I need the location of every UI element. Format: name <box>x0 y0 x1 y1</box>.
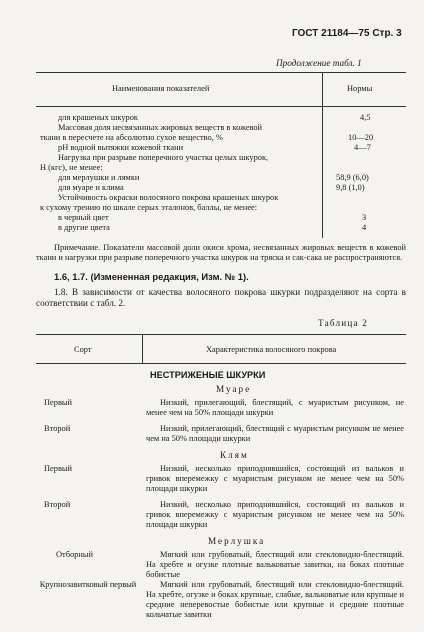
t1-row-7: в черный цвет <box>58 213 109 222</box>
t1-row-6a: Устойчивость окраски волосяного покрова крашеных шкурок <box>58 193 279 202</box>
t2-text-2-0: Мягкий или грубоватый, блестящий или стекловидно-блестящий. На хребте и огузке плотные вальковатые завитки, на боках плотные бобистые <box>146 550 404 579</box>
page-header: ГОСТ 21184—75 Стр. 3 <box>292 28 402 39</box>
t1-val-5: 9,8 (1,0) <box>336 183 365 192</box>
table1-col-norms: Нормы <box>347 84 373 93</box>
t1-row-2: pH водной вытяжки кожевой ткани <box>58 143 184 152</box>
t1-row-4: для мерлушки и лямки <box>58 173 140 182</box>
t2-sort-2-1: Крупнозавитковый первый <box>39 580 137 589</box>
table2-label: Таблица 2 <box>318 318 369 328</box>
t2-sort-0-0: Первый <box>44 398 73 407</box>
t1-val-1: 10—20 <box>348 133 374 142</box>
t2-text-0-0: Низкий, прилегающий, блестящий, с муаристым рисунком, не менее чем на 50% площади шкурки <box>146 398 404 417</box>
t2-text-1-1: Низкий, несколько приподнявшийся, состоящий из вальков и гривок вперемежку с муаристым рисунком не менее чем на 50% площади шкурки <box>146 500 404 529</box>
table1-note: Примечание. Показатели массовой доли окиси хрома, несвязанных жировых веществ в кожевой ткани и нагрузки при разрыве поперечного участка шкурок на тряска и сак-сака не распространяются. <box>36 243 406 262</box>
table2-col-sort: Сорт <box>74 345 92 354</box>
table2-col-char: Характеристика волосяного покрова <box>206 345 337 354</box>
t2-sort-2-0: Отборный <box>56 550 93 559</box>
table1-top-rule <box>36 72 406 73</box>
t1-val-0: 4,5 <box>360 113 371 122</box>
table1-header-rule <box>36 106 406 107</box>
t1-val-8: 4 <box>362 223 367 232</box>
t2-text-2-1: Мягкий или грубоватый, блестящий или стекловидно-блестящий. На хребте, огузке и боках крупные, слабые, вальковатые или крупные и средние неперевостые бобистые или крупные и средние плотные кольчатые завитки <box>146 580 404 619</box>
table1-col-names: Наименования показателей <box>112 84 210 93</box>
table2-header-rule <box>36 363 406 364</box>
t1-val-7: 3 <box>362 213 367 222</box>
t2-sort-1-0: Первый <box>44 464 73 473</box>
table1-col-divider <box>322 72 323 238</box>
table2-top-rule <box>36 334 406 335</box>
t2-text-0-1: Низкий, прилегающий, блестящий с муаристым рисунком не менее чем на 50% площади шкурки <box>146 424 404 443</box>
continuation-label: Продолжение табл. 1 <box>276 58 362 68</box>
table2-col-divider <box>142 334 143 363</box>
t1-val-2: 4—7 <box>354 143 371 152</box>
t1-row-5: для муаре и клима <box>58 183 124 192</box>
t1-row-1a: Массовая доля несвязанных жировых веществ в кожевой <box>58 123 263 132</box>
subgroup-moire: Муаре <box>216 384 252 394</box>
table2-group-title: НЕСТРИЖЕНЫЕ ШКУРКИ <box>150 370 266 380</box>
t1-row-8: в другие цвета <box>58 223 110 232</box>
subgroup-merlushka: Мерлушка <box>208 536 266 546</box>
t1-row-6b: к сухому трению по шкале серых эталонов, баллы, не менее: <box>40 203 258 212</box>
section-1-6: 1.6, 1.7. (Измененная редакция, Изм. № 1). <box>54 271 249 282</box>
t2-text-1-0: Низкий, несколько приподнявшийся, состоящий из вальков и гривок вперемежку с муаристым рисунком не менее чем на 50% площади шкурки <box>146 464 404 493</box>
t2-sort-0-1: Второй <box>44 424 71 433</box>
subgroup-klyam: Клям <box>220 450 249 460</box>
t1-row-0: для крашеных шкурок <box>58 113 138 122</box>
t1-row-1b: ткани в пересчете на абсолютно сухое вещество, % <box>40 133 223 142</box>
t1-row-3a: Нагрузка при разрыве поперечного участка целых шкурок, <box>58 153 269 162</box>
t1-val-4: 58,9 (6,0) <box>336 173 369 182</box>
t1-row-3b: Н (кгс), не менее: <box>40 163 103 172</box>
t2-sort-1-1: Второй <box>44 500 71 509</box>
section-1-8: 1.8. В зависимости от качества волосяного покрова шкурки подразделяют на сорта в соответствии с табл. 2. <box>36 287 406 308</box>
